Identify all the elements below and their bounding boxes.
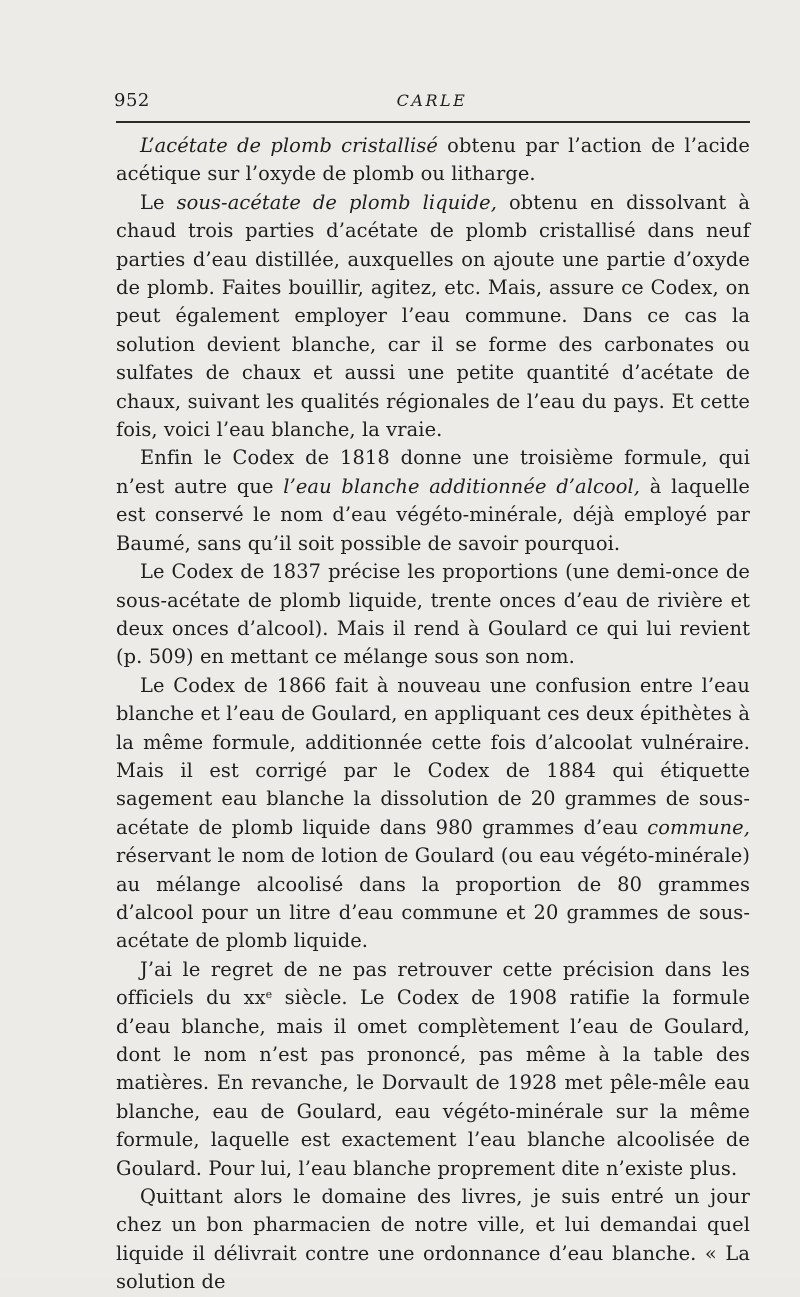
italic-run: L’ (140, 134, 155, 157)
text-run: Le Codex de 1866 fait à nouveau une confusion entre l’eau blanche et l’eau de Goulard, en appliquant ces deux épithètes à la même formule, additionnée cette fois d’alcoolat vulnéraire. Mais il est corrigé par le Codex de 1884 qui étiquette sagement eau blanche la dissolution de 20 grammes de sous-acétate de plomb liquide dans 980 grammes d’eau (116, 673, 750, 839)
text-run: réservant le nom de lotion de Goulard (ou eau végéto-minérale) au mélange alcoolisé dans la proportion de 80 grammes d’alcool pour un litre d’eau commune et 20 grammes de sous-acétate de plomb liquide. (116, 844, 750, 953)
paragraph (116, 132, 750, 189)
text-run: Le Codex de 1837 précise les proportions (une demi-once de sous-acétate de plomb liquide, trente onces d’eau de rivière et deux onces d’alcool). Mais il rend à Goulard ce qui lui revient (p. 509) en mettant ce mélange sous son nom. (116, 560, 750, 669)
text-run: siècle. Le Codex de 1908 ratifie la formule d’eau blanche, mais il omet complètement l’eau de Goulard, dont le nom n’est pas prononcé, pas même à la table des matières. En revanche, le Dorvault de 1928 met pêle-mêle eau blanche, eau de Goulard, eau végéto-minérale sur la même formule, laquelle est exactement l’eau blanche alcoolisée de Goulard. Pour lui, l’eau blanche proprement dite n’existe plus. (116, 986, 750, 1180)
text-run: Quittant alors le domaine des livres, je suis entré un jour chez un bon pharmacien de notre ville, et lui demandai quel liquide il délivrait contre une ordonnance d’eau blanche. « La solution de (116, 1185, 750, 1294)
body-text (116, 132, 750, 1297)
italic-run: l’eau blanche additionnée d’alcool, (283, 474, 641, 498)
text-run: Enfin le Codex de 1818 donne une troisième formule, qui n’est autre que (116, 446, 750, 498)
text-run: obtenu par l’action de l’acide acétique sur l’oxyde de plomb ou litharge. (116, 134, 750, 186)
paragraph (116, 444, 750, 558)
superscript: e (265, 988, 273, 1002)
running-head: CARLE (396, 91, 468, 110)
text-run: à laquelle est conservé le nom d’eau végéto-minérale, déjà employé par Baumé, sans qu’il soit possible de savoir pourquoi. (116, 474, 750, 555)
paragraph (116, 1183, 750, 1297)
text-run: obtenu en dissolvant à chaud trois parties d’acétate de plomb cristallisé dans neuf parties d’eau distillée, auxquelles on ajoute une partie d’oxyde de plomb. Faites bouillir, agitez, etc. Mais, assure ce Codex, on peut également employer l’eau commune. Dans ce cas la solution devient blanche, car il se forme des carbonates ou sulfates de chaux et aussi une petite quantité d’acétate de chaux, suivant les qualités régionales de l’eau du pays. Et cette fois, voici l’eau blanche, la vraie. (116, 190, 750, 442)
page-number: 952 (114, 90, 150, 111)
page-header (114, 88, 750, 118)
paragraph (116, 558, 750, 672)
text-run: J’ai le regret de ne pas retrouver cette précision dans les officiels du xx (116, 957, 750, 1010)
text-run: Le (140, 190, 177, 214)
paragraph (116, 672, 750, 956)
italic-run: commune, (647, 815, 750, 839)
header-rule (116, 121, 750, 123)
paragraph (116, 189, 750, 445)
italic-run: acétate de plomb cristallisé (154, 134, 438, 157)
italic-run: sous-acétate de plomb liquide, (176, 190, 497, 214)
paragraph (116, 956, 750, 1183)
